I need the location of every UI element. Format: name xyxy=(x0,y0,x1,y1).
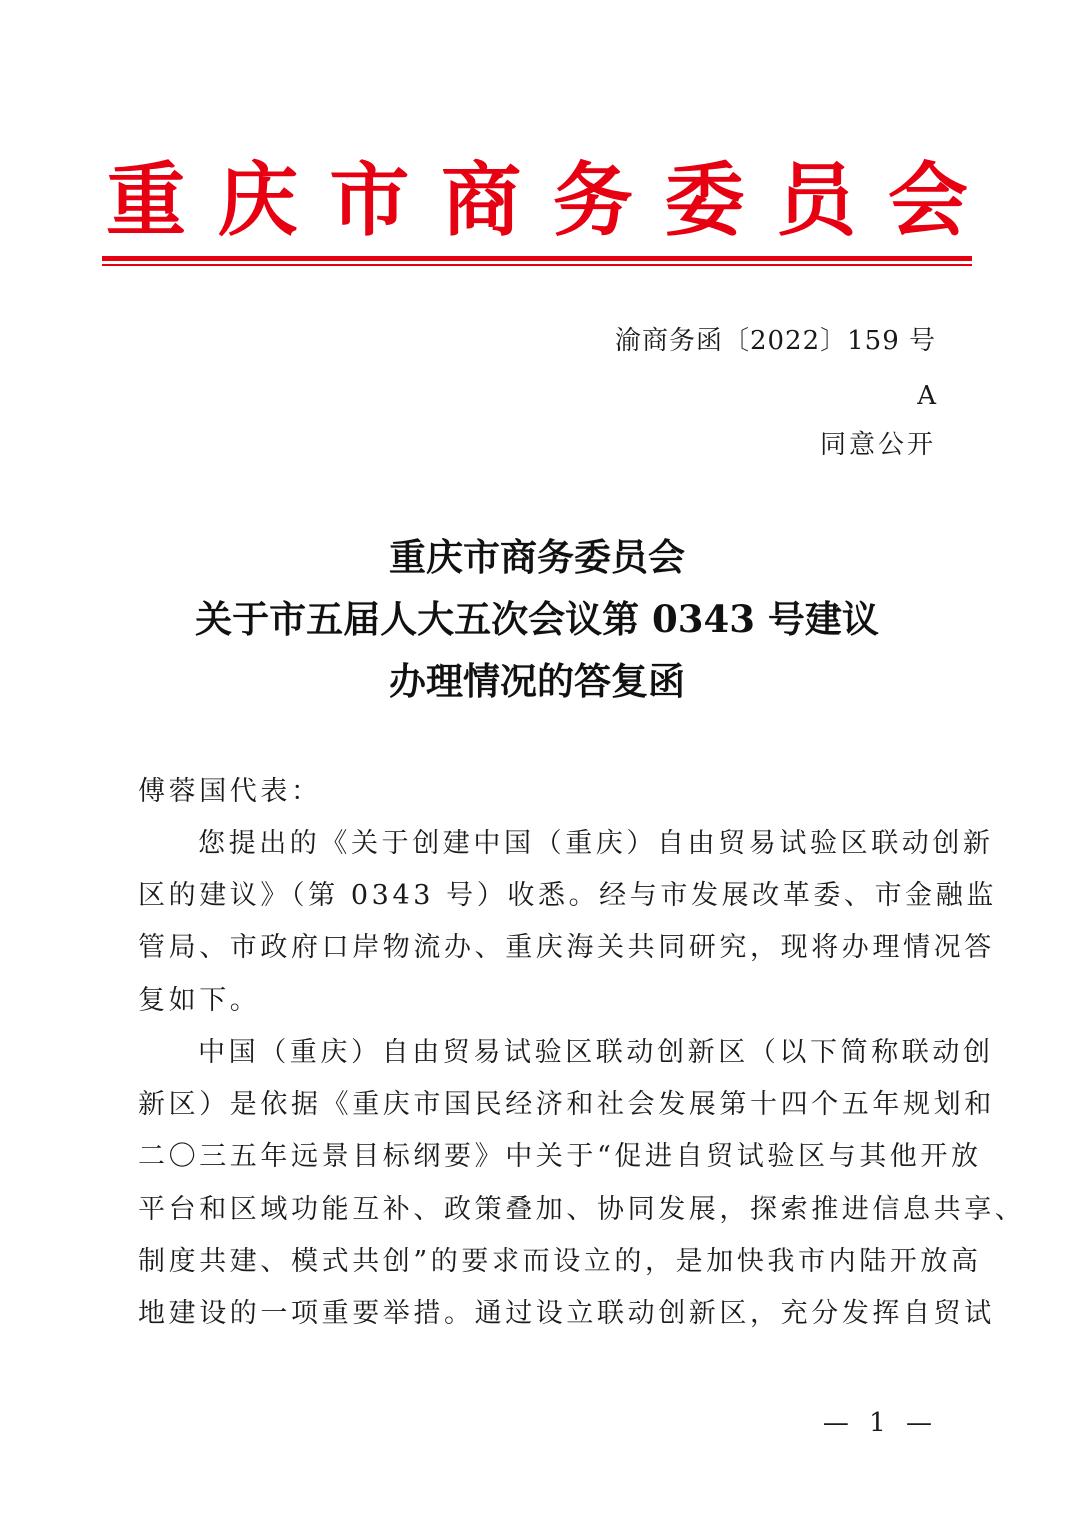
masthead-char: 委 xyxy=(664,153,745,247)
paragraph-line: 管局、市政府口岸物流办、重庆海关共同研究，现将办理情况答 xyxy=(138,932,995,964)
paragraph-line: 您提出的《关于创建中国（重庆）自由贸易试验区联动创新 xyxy=(198,828,994,859)
paragraph-line: 区的建议》（第 0343 号）收悉。经与市发展改革委、市金融监 xyxy=(138,880,997,912)
issuer-masthead xyxy=(100,150,974,250)
masthead-char: 员 xyxy=(776,153,857,247)
masthead-char: 务 xyxy=(552,153,633,247)
masthead-red-rule xyxy=(102,256,972,261)
paragraph-line: 中国（重庆）自由贸易试验区联动创新区（以下简称联动创 xyxy=(198,1037,994,1068)
disclosure-status: 同意公开 xyxy=(819,430,936,460)
paragraph-line: 平台和区域功能互补、政策叠加、协同发展，探索推进信息共享、 xyxy=(138,1193,1026,1225)
paragraph-line: 复如下。 xyxy=(138,984,261,1016)
document-level: A xyxy=(917,381,936,411)
masthead-char: 庆 xyxy=(217,153,298,247)
paragraph-line: 新区）是依据《重庆市国民经济和社会发展第十四个五年规划和 xyxy=(138,1089,995,1121)
paragraph-line: 地建设的一项重要举措。通过设立联动创新区，充分发挥自贸试 xyxy=(138,1297,995,1329)
masthead-red-subrule xyxy=(102,264,972,266)
document-number: 渝商务函〔2022〕159 号 xyxy=(614,326,936,356)
body-paragraph xyxy=(138,1027,1026,1340)
masthead-char: 重 xyxy=(106,153,186,247)
document-title-line: 关于市五届人大五次会议第 0343 号建议 xyxy=(195,597,879,641)
paragraph-line: 二〇三五年远景目标纲要》中关于“促进自贸试验区与其他开放 xyxy=(138,1141,982,1173)
paragraph-line: 制度共建、模式共创”的要求而设立的，是加快我市内陆开放高 xyxy=(138,1245,982,1277)
document-title-line: 办理情况的答复函 xyxy=(389,659,685,703)
masthead-char: 会 xyxy=(887,153,968,247)
document-title-line: 重庆市商务委员会 xyxy=(389,535,685,579)
masthead-char: 商 xyxy=(441,153,522,247)
salutation: 傅蓉国代表： xyxy=(138,776,322,807)
masthead-char: 市 xyxy=(329,153,410,247)
page-number: — 1 — xyxy=(822,1408,938,1438)
body-paragraph xyxy=(138,818,997,1027)
